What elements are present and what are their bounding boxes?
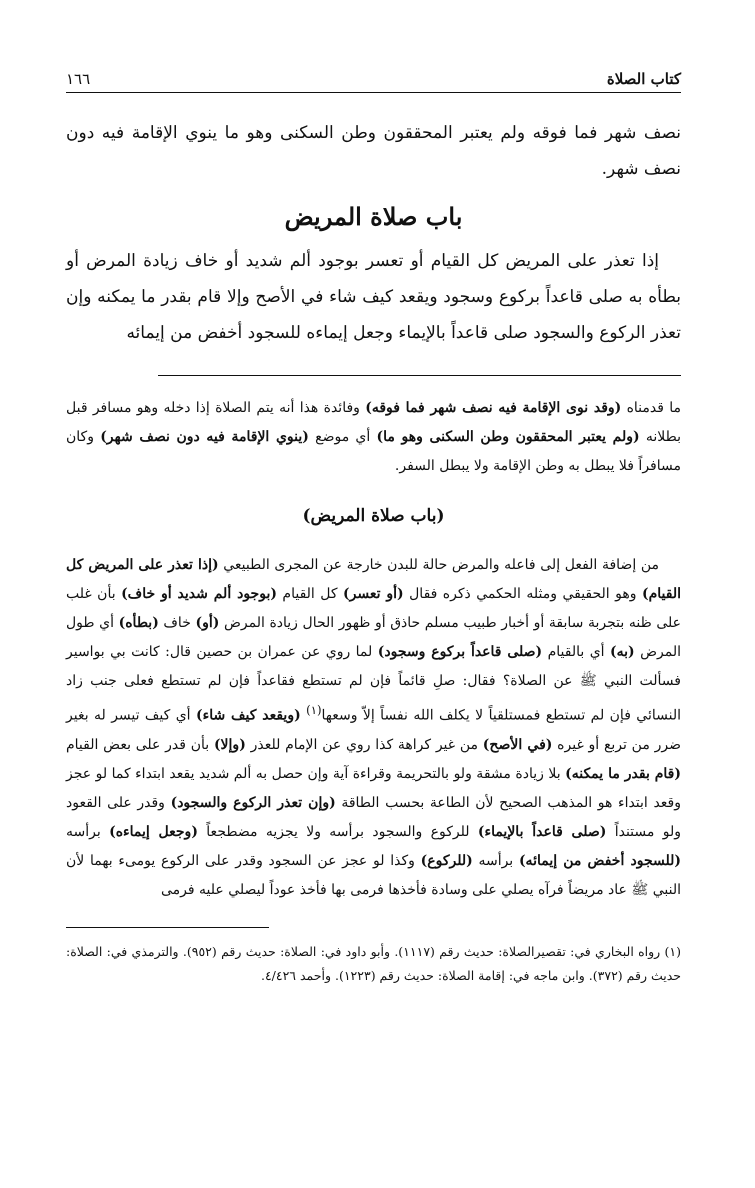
- sharh-text: وفائدة هذا أنه يتم الصلاة إذا دخله وهو مسافر قبل بطلانه: [66, 400, 681, 445]
- sharh-text: أي طول المرض: [66, 615, 681, 660]
- sharh-quote: (ولم يعتبر المحققون وطن السكنى وهو ما): [376, 429, 640, 445]
- sharh-quote: (للركوع): [420, 852, 473, 869]
- sharh-paragraph-2: [66, 551, 681, 905]
- running-header: [66, 70, 681, 93]
- sharh-text: برأسه: [472, 852, 519, 869]
- matn-sharh-separator: [158, 375, 681, 376]
- sharh-text: وكذا لو عجز عن السجود وقدر على الركوع يومىء بهما لأن النبي ﷺ عاد مريضاً فرآه يصلي على وسادة فأخذها فرمى بها فأخذ عوداً ليصلي عليه فرمى: [66, 852, 681, 898]
- sharh-quote: (أو): [195, 615, 220, 631]
- sharh-text: وكان مسافراً فلا يبطل به وطن الإقامة ولا يبطل السفر.: [66, 429, 681, 474]
- footnote-reference[interactable]: (١): [306, 703, 322, 717]
- sharh-quote: (به): [610, 644, 635, 660]
- sharh-text: من إضافة الفعل إلى فاعله والمرض حالة للبدن خارجة عن المجرى الطبيعي: [218, 557, 660, 573]
- sharh-quote: (ينوي الإقامة فيه دون نصف شهر): [100, 429, 309, 445]
- sharh-text: بأن قدر على بعض القيام: [66, 736, 214, 753]
- page-number: ١٦٦: [66, 70, 91, 88]
- sharh-text: خاف: [158, 615, 196, 631]
- sharh-chapter-title: (باب صلاة المريض): [302, 506, 445, 526]
- sharh-text: لما روي عن عمران بن حصين قال: كانت بي بواسير فسألت النبي ﷺ عن الصلاة؟ فقال: صلِ قائماً فإن لم تستطع فقاعداً فإن لم تستطع فعلى جنب زاد النسائي فإن لم تستطع فمستلقياً لا يكلف الله نفساً إلاّ وسعها: [66, 644, 681, 724]
- sharh-paragraph-1: [66, 394, 681, 481]
- matn-body: إذا تعذر على المريض كل القيام أو تعسر بوجود ألم شديد أو خاف زيادة المرض أو بطأه به صلى قاعداً بركوع وسجود ويقعد كيف شاء في الأصح وإلا قام بقدر ما يمكنه وإن تعذر الركوع والسجود صلى قاعداً بالإيماء وجعل إيماءه للسجود أخفض من إيمائه: [66, 251, 681, 343]
- matn-continuation: نصف شهر فما فوقه ولم يعتبر المحققون وطن السكنى وهو ما ينوي الإقامة فيه دون نصف شهر.: [66, 123, 681, 179]
- sharh-quote: (إذا تعذر على المريض كل القيام): [66, 557, 682, 602]
- sharh-text: بأن غلب على ظنه بتجربة سابقة أو أخبار طبيب مسلم حاذق أو ظهور الحال زيادة المرض: [66, 586, 681, 631]
- sharh-text: كل القيام: [276, 586, 344, 602]
- sharh-quote: (وإن تعذر الركوع والسجود): [170, 794, 336, 811]
- sharh-text: أي موضع: [308, 429, 377, 445]
- sharh-quote: (قام بقدر ما يمكنه): [565, 765, 681, 782]
- sharh-text: وقدر على القعود ولو مستنداً: [66, 794, 681, 840]
- footnote: (١) رواه البخاري في: تقصيرالصلاة: حديث رقم (١١١٧). وأبو داود في: الصلاة: حديث رقم (٩٥٢). والترمذي في: الصلاة: حديث رقم (٣٧٢). وابن ماجه في: إقامة الصلاة: حديث رقم (١٢٢٣). وأحمد ٤/٤٢٦.: [66, 943, 681, 983]
- sharh-text: بلا زيادة مشقة ولو بالتحريمة وقراءة آية وإن حصل به ألم شديد يقعد ابتداء كما لو عجز وقعد ابتداء هو المذهب الصحيح لأن الطاعة بحسب الطاقة: [66, 765, 682, 811]
- book-title: كتاب الصلاة: [606, 70, 681, 88]
- sharh-quote: (أو تعسر): [343, 586, 404, 602]
- sharh-text: ما قدمناه: [621, 400, 682, 416]
- sharh-quote: (في الأصح): [482, 736, 553, 753]
- sharh-quote: (وقد نوى الإقامة فيه نصف شهر فما فوقه): [365, 400, 622, 416]
- sharh-quote: (صلى قاعداً بالإيماء): [477, 823, 607, 840]
- sharh-text: برأسه: [66, 823, 110, 840]
- sharh-quote: (للسجود أخفض من إيمائه): [518, 852, 682, 869]
- sharh-quote: (صلى قاعداً بركوع وسجود): [377, 644, 543, 660]
- sharh-quote: (وجعل إيماءه): [109, 823, 198, 840]
- sharh-text: للركوع والسجود برأسه ولا يجزيه مضطجعاً: [197, 823, 478, 840]
- sharh-text: من غير كراهة كذا روي عن الإمام للعذر: [245, 736, 483, 753]
- sharh-text: أي كيف تيسر له بغير ضرر من تربع أو غيره: [66, 707, 681, 753]
- sharh-quote: (وإلا): [213, 736, 246, 753]
- sharh-text: وهو الحقيقي ومثله الحكمي ذكره فقال: [403, 586, 642, 602]
- page: [66, 70, 681, 988]
- sharh-quote: (بطأه): [118, 615, 159, 631]
- sharh-text: أي بالقيام: [542, 644, 610, 660]
- sharh-quote: (ويقعد كيف شاء): [195, 707, 301, 724]
- footnote-separator: [66, 927, 269, 928]
- sharh-quote: (بوجود ألم شديد أو خاف): [121, 586, 277, 602]
- chapter-title: باب صلاة المريض: [284, 202, 463, 231]
